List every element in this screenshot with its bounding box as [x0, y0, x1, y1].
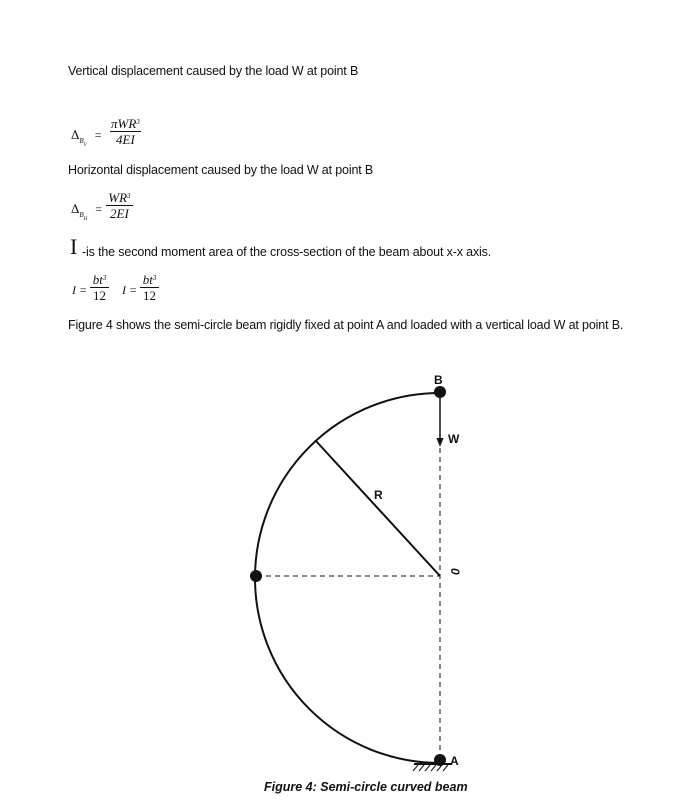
point-b-node [434, 386, 446, 398]
inertia-numerator-1: bt [92, 272, 103, 287]
semi-circle-beam [255, 393, 440, 763]
equals-sign: = [95, 202, 103, 216]
inertia-numerator-2: bt [142, 272, 153, 287]
inertia-lhs-1: I = [72, 283, 88, 297]
label-b: B [434, 373, 443, 387]
subscript-b: B [79, 211, 84, 219]
radius-line [316, 441, 440, 576]
inertia-numerator-exponent-1: 3 [102, 274, 107, 282]
delta-symbol: Δ [71, 127, 80, 142]
figure-caption: Figure 4: Semi-circle curved beam [264, 780, 468, 794]
inertia-denominator-1: 12 [90, 287, 109, 303]
inertia-lhs-2: I = [122, 283, 138, 297]
vertical-numerator: πWR [111, 116, 137, 131]
equals-sign: = [94, 128, 102, 142]
horizontal-displacement-heading: Horizontal displacement caused by the load W at point B [68, 163, 374, 177]
second-moment-description: -is the second moment area of the cross-section of the beam about x-x axis. [82, 245, 492, 259]
second-moment-symbol: I [70, 234, 78, 259]
horizontal-denominator: 2EI [106, 205, 133, 221]
inertia-denominator-2: 12 [140, 287, 159, 303]
figure-intro-text: Figure 4 shows the semi-circle beam rigidly fixed at point A and loaded with a vertical load W at point B. [68, 318, 624, 332]
label-a: A [450, 754, 459, 768]
horizontal-numerator-exponent: 3 [127, 192, 131, 200]
vertical-displacement-heading: Vertical displacement caused by the load W at point B [68, 64, 359, 78]
subscript-b: B [79, 137, 84, 145]
subscript-v: V [83, 143, 87, 148]
label-r: R [374, 488, 383, 502]
label-w: W [448, 432, 460, 446]
delta-symbol: Δ [71, 201, 80, 216]
vertical-denominator: 4EI [110, 131, 141, 147]
vertical-numerator-exponent: 3 [136, 118, 140, 126]
fixed-support-hatch [413, 765, 448, 771]
mid-node [250, 570, 262, 582]
load-arrow-head [437, 438, 444, 447]
horizontal-numerator: WR [108, 190, 128, 205]
subscript-h: H [83, 217, 88, 222]
label-o: 0 [448, 568, 462, 575]
inertia-numerator-exponent-2: 3 [152, 274, 157, 282]
